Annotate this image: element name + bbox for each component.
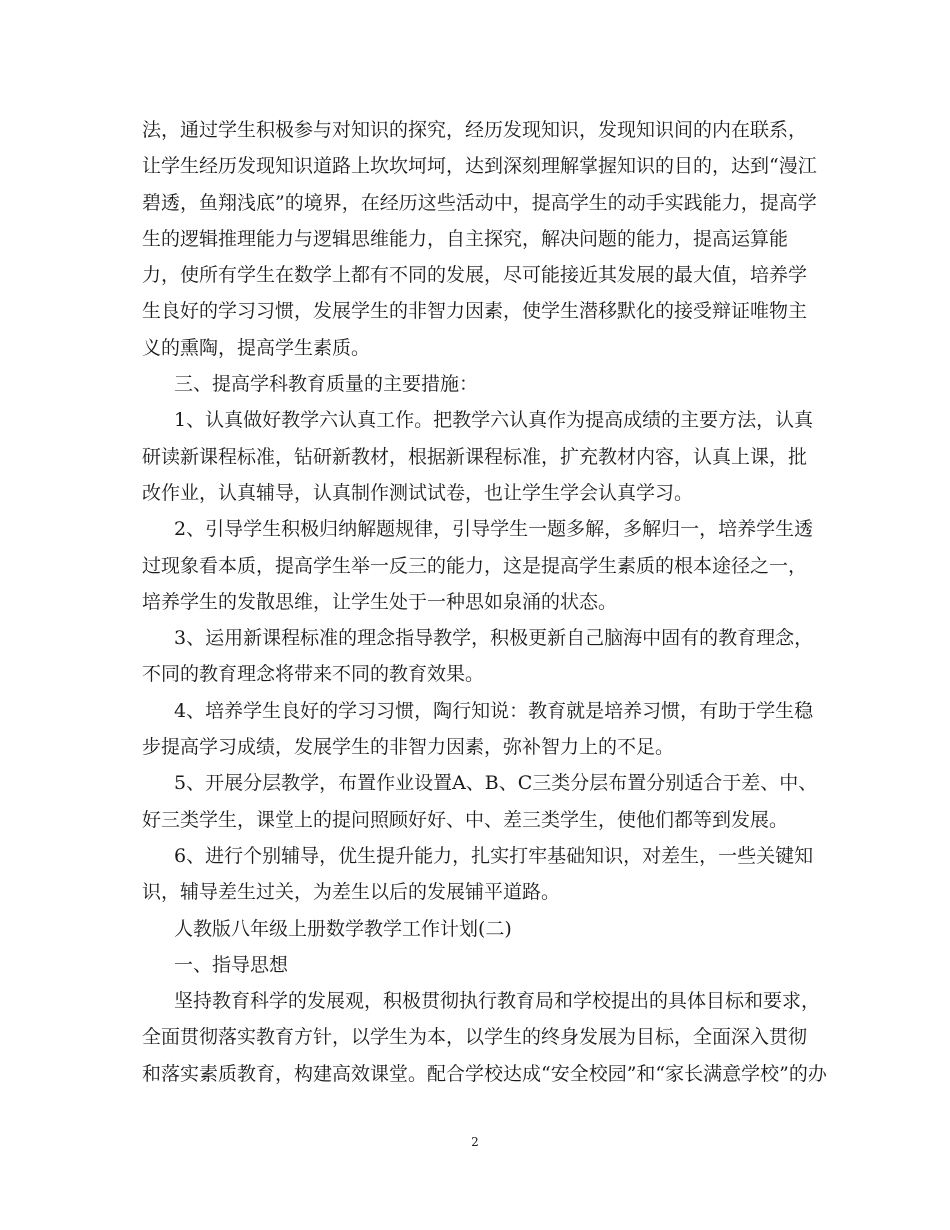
text-line: 1、认真做好教学六认真工作。把教学六认真作为提高成绩的主要方法，认真 <box>174 409 814 432</box>
text-line: 5、开展分层教学，布置作业设置A、B、C三类分层布置分别适合于差、中、 <box>174 772 818 795</box>
text-line: 过现象看本质，提高学生举一反三的能力，这是提高学生素质的根本途径之一， <box>142 554 808 577</box>
text-line: 人教版八年级上册数学教学工作计划(二) <box>174 917 512 940</box>
text-line: 坚持教育科学的发展观，积极贯彻执行教育局和学校提出的具体目标和要求， <box>174 990 821 1013</box>
text-line: 碧透，鱼翔浅底”的境界，在经历这些活动中，提高学生的动手实践能力，提高学 <box>142 191 817 214</box>
text-line: 6、进行个别辅导，优生提升能力，扎实打牢基础知识，对差生，一些关键知 <box>174 844 814 867</box>
text-line: 一、指导思想 <box>174 953 289 976</box>
page-number: 2 <box>471 1135 479 1149</box>
text-line: 生的逻辑推理能力与逻辑思维能力，自主探究，解决问题的能力，提高运算能 <box>142 227 789 250</box>
text-line: 让学生经历发现知识道路上坎坎坷坷，达到深刻理解掌握知识的目的，达到“漫江 <box>142 155 817 178</box>
text-line: 义的熏陶，提高学生素质。 <box>142 336 371 359</box>
text-line: 三、提高学科教育质量的主要措施： <box>174 373 479 396</box>
text-line: 3、运用新课程标准的理念指导教学，积极更新自己脑海中固有的教育理念， <box>174 627 814 650</box>
text-line: 力，使所有学生在数学上都有不同的发展，尽可能接近其发展的最大值，培养学 <box>142 264 808 287</box>
text-line: 好三类学生，课堂上的提问照顾好好、中、差三类学生，使他们都等到发展。 <box>142 808 789 831</box>
document-body <box>142 112 827 1092</box>
text-line: 改作业，认真辅导，认真制作测试试卷，也让学生学会认真学习。 <box>142 481 694 504</box>
text-line: 研读新课程标准，钻研新教材，根据新课程标准，扩充教材内容，认真上课，批 <box>142 445 808 468</box>
text-line: 4、培养学生良好的学习习惯，陶行知说：教育就是培养习惯，有助于学生稳 <box>174 699 814 722</box>
text-line: 生良好的学习习惯，发展学生的非智力因素，使学生潜移默化的接受辩证唯物主 <box>142 300 808 323</box>
text-line: 全面贯彻落实教育方针，以学生为本，以学生的终身发展为目标，全面深入贯彻 <box>142 1026 808 1049</box>
text-line: 识，辅导差生过关，为差生以后的发展铺平道路。 <box>142 881 561 904</box>
text-line: 和落实素质教育，构建高效课堂。配合学校达成“安全校园”和“家长满意学校”的办 <box>142 1062 827 1085</box>
text-line: 步提高学习成绩，发展学生的非智力因素，弥补智力上的不足。 <box>142 736 675 759</box>
text-line: 法，通过学生积极参与对知识的探究，经历发现知识，发现知识间的内在联系， <box>142 119 808 141</box>
text-line: 2、引导学生积极归纳解题规律，引导学生一题多解，多解归一，培养学生透 <box>174 518 814 541</box>
text-line: 培养学生的发散思维，让学生处于一种思如泉涌的状态。 <box>142 590 618 613</box>
text-line: 不同的教育理念将带来不同的教育效果。 <box>142 663 485 686</box>
